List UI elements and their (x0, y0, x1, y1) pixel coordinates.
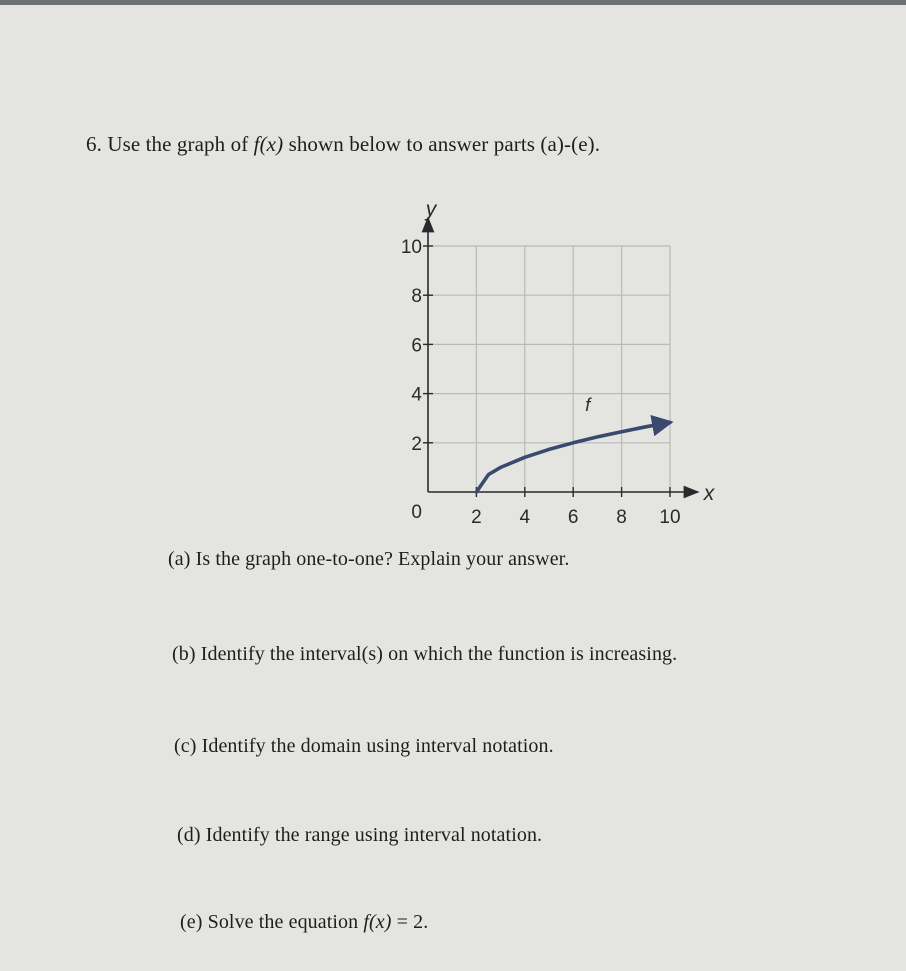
top-edge-bar (0, 0, 906, 5)
question-after: shown below to answer parts (a)-(e). (288, 132, 601, 156)
y-tick-label-4: 4 (411, 384, 422, 406)
y-tick-label-2: 2 (411, 433, 422, 455)
x-tick-label-8: 8 (616, 507, 627, 528)
x-tick-label-6: 6 (567, 507, 579, 528)
part-c: (c) Identify the domain using interval notation. (174, 735, 554, 757)
part-e-before: (e) Solve the equation (180, 911, 359, 933)
function-label: f (585, 394, 591, 415)
y-axis-label: y (425, 198, 437, 221)
origin-label: 0 (411, 502, 422, 523)
question-text (86, 132, 600, 157)
question-before: Use the graph of (107, 132, 249, 156)
y-tick-label-10: 10 (400, 237, 422, 258)
y-tick-label-6: 6 (411, 335, 422, 357)
function-graph (380, 190, 720, 540)
part-a: (a) Is the graph one-to-one? Explain your answer. (168, 548, 570, 570)
x-tick-label-10: 10 (659, 507, 681, 528)
x-axis-label: x (703, 482, 715, 505)
part-e (180, 911, 428, 934)
y-tick-label-8: 8 (411, 286, 422, 308)
part-e-after: = 2. (396, 911, 429, 933)
x-tick-label-2: 2 (471, 507, 482, 528)
question-function: f(x) (253, 132, 284, 156)
x-tick-label-4: 4 (519, 507, 531, 528)
part-d: (d) Identify the range using interval notation. (177, 824, 543, 846)
question-number: 6. (86, 132, 102, 156)
part-e-function: f(x) (363, 911, 392, 933)
part-b: (b) Identify the interval(s) on which the function is increasing. (172, 643, 678, 665)
